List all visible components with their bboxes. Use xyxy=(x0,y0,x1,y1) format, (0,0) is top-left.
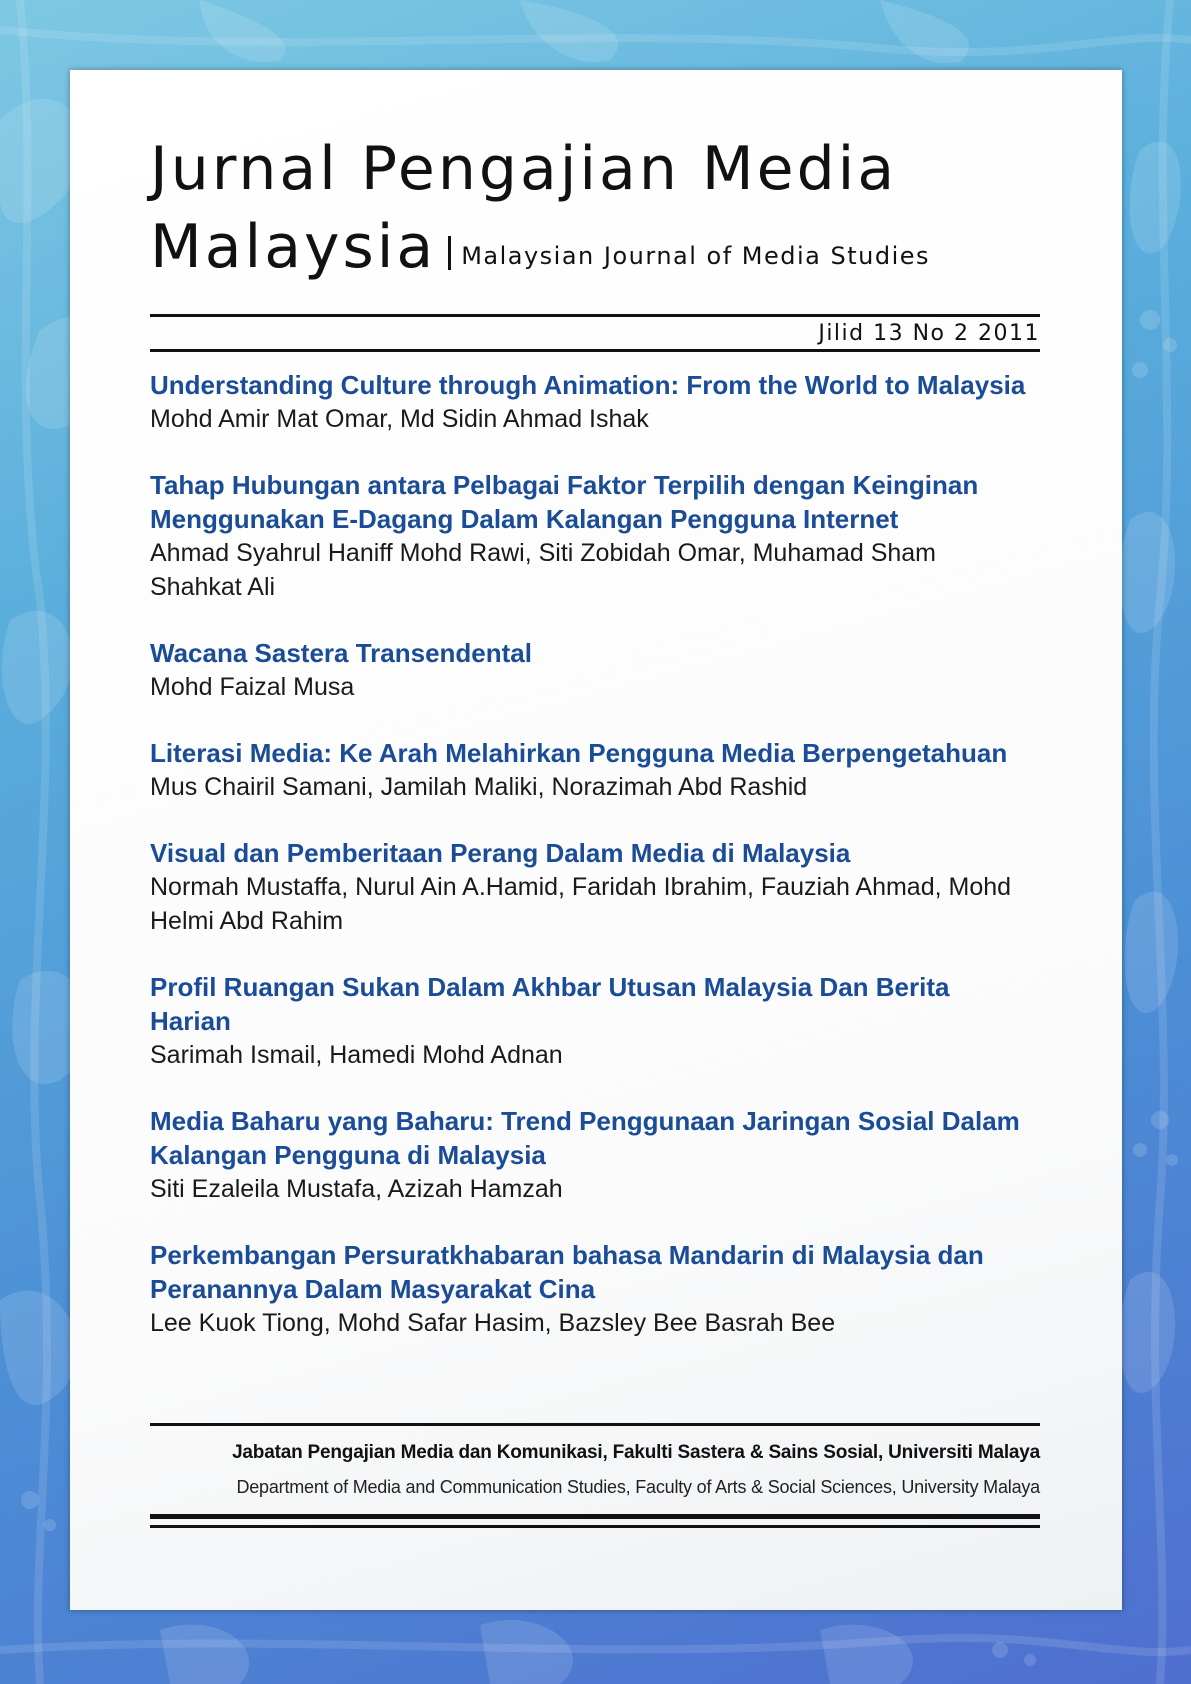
article-item xyxy=(150,736,1040,804)
article-authors: Sarimah Ismail, Hamedi Mohd Adnan xyxy=(150,1041,563,1069)
volume-label: Jilid 13 No 2 2011 xyxy=(818,321,1040,346)
journal-title-line1: Jurnal Pengajian Media xyxy=(150,134,898,204)
article-authors: Mohd Amir Mat Omar, Md Sidin Ahmad Ishak xyxy=(150,405,649,433)
article-title: Literasi Media: Ke Arah Melahirkan Pengguna Media Berpengetahuan xyxy=(150,738,1008,768)
article-list xyxy=(150,368,1040,1340)
article-item xyxy=(150,636,1040,704)
article-title: Profil Ruangan Sukan Dalam Akhbar Utusan Malaysia Dan Berita Harian xyxy=(150,972,950,1036)
article-title: Wacana Sastera Transendental xyxy=(150,638,532,668)
article-item xyxy=(150,836,1040,938)
cover-footer xyxy=(150,1423,1040,1528)
article-item xyxy=(150,468,1040,604)
article-item xyxy=(150,970,1040,1072)
article-authors: Normah Mustaffa, Nurul Ain A.Hamid, Faridah Ibrahim, Fauziah Ahmad, Mohd Helmi Abd Rahim xyxy=(150,873,1012,935)
footer-rule-top xyxy=(150,1423,1040,1426)
header-rule-bottom xyxy=(150,349,1040,352)
footer-department-malay: Jabatan Pengajian Media dan Komunikasi, Fakulti Sastera & Sains Sosial, Universiti Malaya xyxy=(232,1442,1040,1463)
article-title: Media Baharu yang Baharu: Trend Penggunaan Jaringan Sosial Dalam Kalangan Pengguna di Malaysia xyxy=(150,1106,1020,1170)
journal-subtitle: Malaysian Journal of Media Studies xyxy=(461,242,931,270)
article-authors: Mohd Faizal Musa xyxy=(150,673,355,701)
journal-title-row2 xyxy=(150,206,1040,288)
article-authors: Ahmad Syahrul Haniff Mohd Rawi, Siti Zobidah Omar, Muhamad Sham Shahkat Ali xyxy=(150,539,937,601)
article-title: Perkembangan Persuratkhabaran bahasa Mandarin di Malaysia dan Peranannya Dalam Masyarakat Cina xyxy=(150,1240,984,1304)
article-authors: Siti Ezaleila Mustafa, Azizah Hamzah xyxy=(150,1175,563,1203)
article-item xyxy=(150,1238,1040,1340)
article-item xyxy=(150,368,1040,436)
article-authors: Lee Kuok Tiong, Mohd Safar Hasim, Bazsley Bee Basrah Bee xyxy=(150,1309,836,1337)
cover-card xyxy=(70,70,1122,1610)
article-item xyxy=(150,1104,1040,1206)
article-authors: Mus Chairil Samani, Jamilah Maliki, Norazimah Abd Rashid xyxy=(150,773,808,801)
article-title: Tahap Hubungan antara Pelbagai Faktor Terpilih dengan Keinginan Menggunakan E-Dagang Dalam Kalangan Pengguna Internet xyxy=(150,470,979,534)
article-title: Visual dan Pemberitaan Perang Dalam Media di Malaysia xyxy=(150,838,851,868)
cover-content xyxy=(150,110,1040,1372)
footer-department-english: Department of Media and Communication Studies, Faculty of Arts & Social Sciences, University Malaya xyxy=(236,1477,1040,1497)
title-separator xyxy=(448,236,451,270)
footer-rule-thin xyxy=(150,1525,1040,1528)
article-title: Understanding Culture through Animation: From the World to Malaysia xyxy=(150,370,1026,400)
footer-rule-thick xyxy=(150,1514,1040,1519)
journal-title-line2: Malaysia xyxy=(150,212,437,282)
